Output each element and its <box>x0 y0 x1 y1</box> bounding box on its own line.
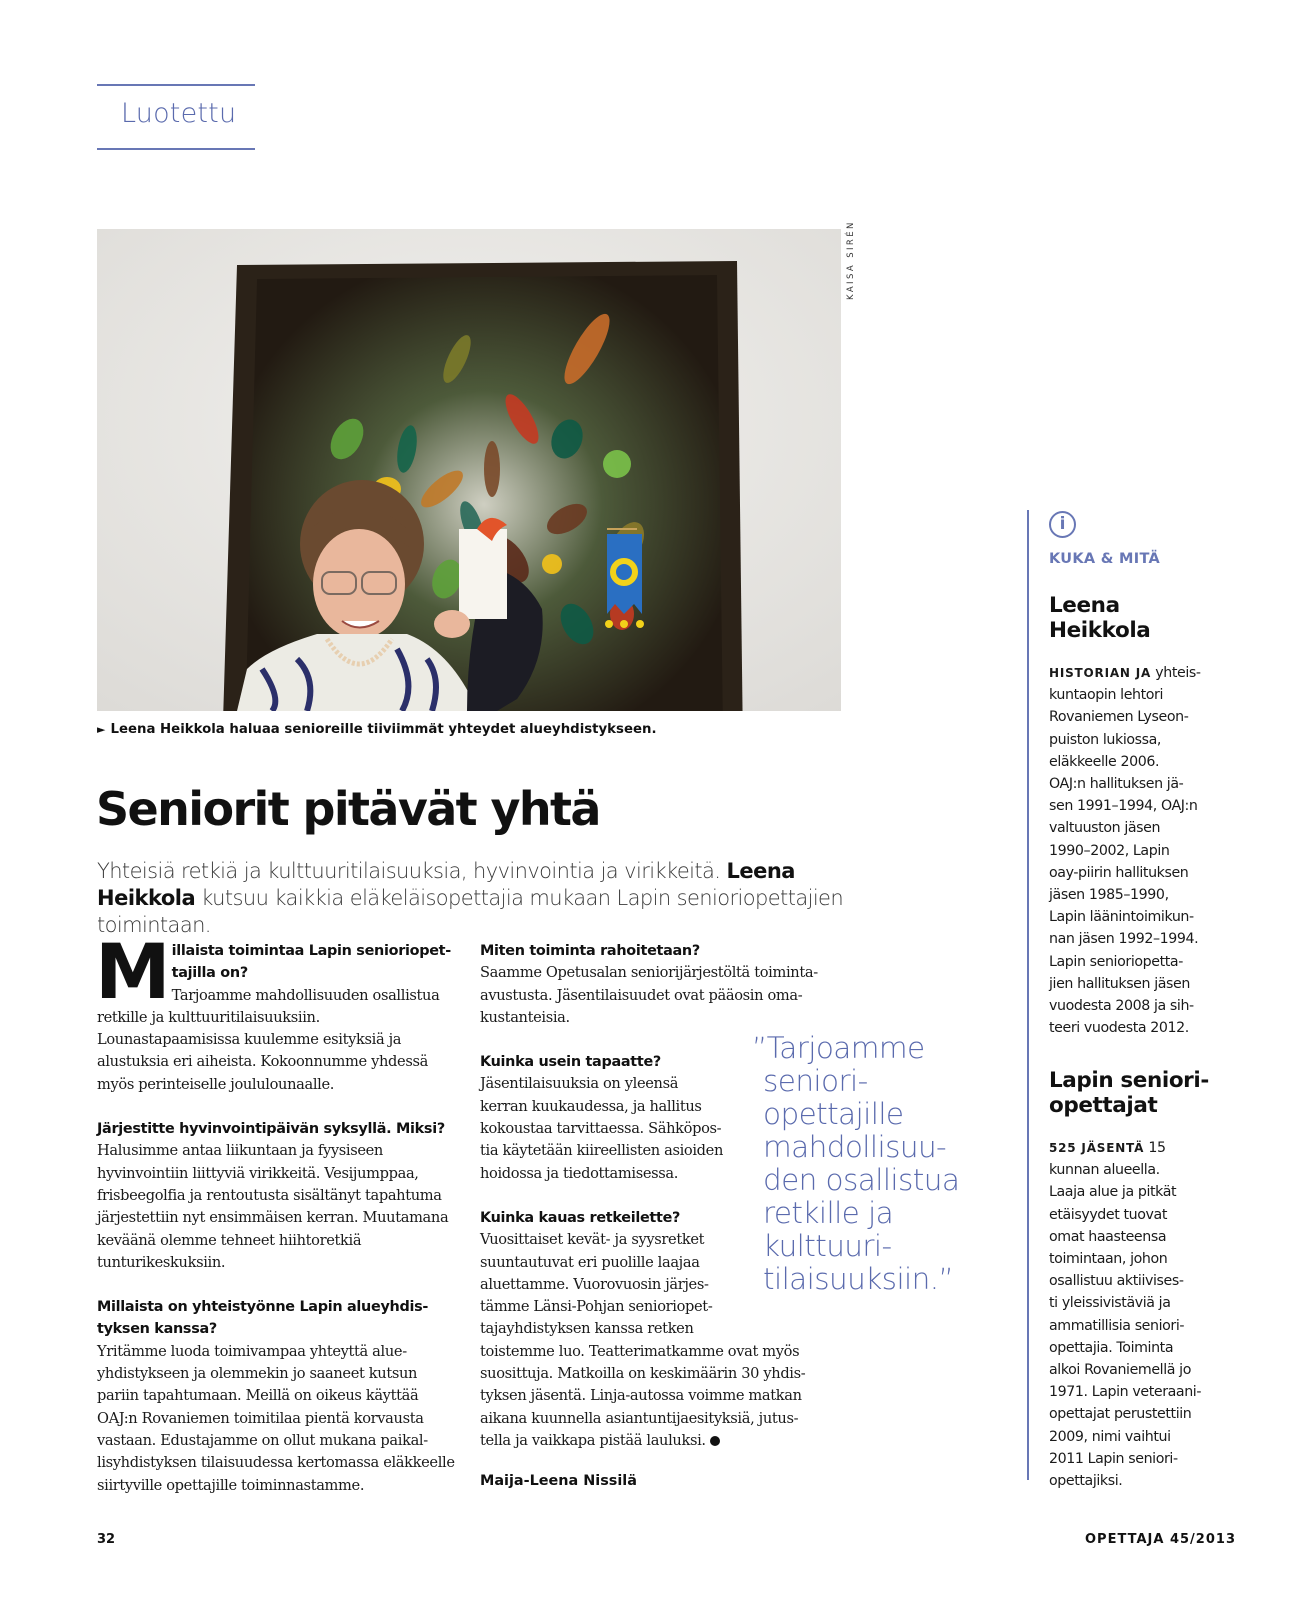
org-lead-caps: 525 JÄSENTÄ <box>1049 1141 1145 1155</box>
org-line: opettajia. Toiminta <box>1049 1339 1174 1356</box>
answer-3: Yritämme luoda toimivampaa yhteyttä alueyhdistykseen ja olemmekin jo saaneet kutsun pariin tapahtumaan. Meillä on oikeus käyttää OAJ:n Rovaniemen toimitilaa pientä korvausta vastaan. Edustajamme on ollut mukana paikallisyhdistyksen tilaisuudessa kertomassa eläkkeelle siirtyville opettajille toiminnastamme. <box>97 1342 455 1494</box>
lead-paragraph <box>97 858 877 939</box>
section-label: Luotettu <box>121 98 237 129</box>
publication-issue: OPETTAJA 45/2013 <box>1085 1532 1236 1547</box>
photo-credit <box>846 220 860 303</box>
bio-line: Rovaniemen Lyseon- <box>1049 709 1189 726</box>
sidebar-label: KUKA & MITÄ <box>1049 551 1161 567</box>
info-icon: i <box>1049 511 1076 538</box>
sidebar-org-title <box>1049 1068 1209 1118</box>
photo-caption <box>97 722 657 737</box>
bio-line: Lapin senioriopetta- <box>1049 953 1183 970</box>
answer-line: tyksen jäsentä. Linja-autossa voimme matkan <box>480 1387 802 1405</box>
bio-line: valtuuston jäsen <box>1049 820 1161 837</box>
bio-line: Lapin läänintoimikun- <box>1049 909 1194 926</box>
answer-line: suosittuja. Matkoilla on keskimäärin 30 yhdis- <box>480 1365 806 1383</box>
bio-line: teeri vuodesta 2012. <box>1049 1020 1189 1037</box>
end-mark-icon <box>710 1436 720 1446</box>
question-5: Kuinka usein tapaatte? <box>480 1054 661 1071</box>
bio-line: eläkkeelle 2006. <box>1049 753 1160 770</box>
pull-quote-line: mahdollisuu- <box>763 1130 947 1164</box>
org-line: 15 <box>1148 1140 1166 1156</box>
pull-quote-line: ”Tarjoamme <box>752 1031 925 1065</box>
title-line: Heikkola <box>1049 618 1151 643</box>
question-1: illaista toimintaa Lapin senioriopettajilla on? <box>171 943 452 982</box>
answer-line: aikana kuunnella asiantuntijaesityksiä, jutus- <box>480 1409 799 1427</box>
answer-line: Vuosittaiset kevät- ja syysretket <box>480 1231 705 1249</box>
pull-quote-line: den osallistua <box>763 1163 960 1197</box>
bio-line: sen 1991–1994, OAJ:n <box>1049 798 1198 815</box>
answer-line: suuntautuvat eri puolille laajaa <box>480 1253 700 1271</box>
pull-quote-line: opettajille <box>763 1097 904 1131</box>
pull-quote-line: seniori- <box>763 1064 868 1098</box>
pull-quote-line: retkille ja <box>763 1196 894 1230</box>
bio-line: vuodesta 2008 ja sih- <box>1049 998 1194 1015</box>
sidebar-person-title <box>1049 593 1150 643</box>
answer-line: tajayhdistyksen kanssa retken <box>480 1320 694 1338</box>
answer-line-last <box>480 1430 842 1452</box>
sidebar-person-bio <box>1049 662 1224 1039</box>
bio-line: nan jäsen 1992–1994. <box>1049 931 1199 948</box>
photo-portrait-icon <box>97 229 841 711</box>
title-line: Lapin seniori- <box>1049 1068 1209 1093</box>
org-line: opettajiksi. <box>1049 1473 1123 1490</box>
lead-text-rest: kutsuu kaikkia eläkeläisopettajia mukaan Lapin senioriopettajien toimintaan. <box>97 886 844 937</box>
org-line: omat haasteensa <box>1049 1228 1167 1245</box>
section-rule-bottom <box>97 148 255 150</box>
bio-lead-caps: HISTORIAN JA <box>1049 666 1152 680</box>
org-line: 1971. Lapin veteraani- <box>1049 1384 1202 1401</box>
title-line: Leena <box>1049 593 1120 618</box>
org-line: toimintaan, johon <box>1049 1251 1168 1268</box>
bio-line: oay-piirin hallituksen <box>1049 864 1189 881</box>
answer-line: tämme Länsi-Pohjan senioriopet- <box>480 1298 713 1316</box>
byline: Maija-Leena Nissilä <box>480 1473 637 1489</box>
sidebar-rule <box>1027 510 1029 1480</box>
question-2: Järjestitte hyvinvointipäivän syksyllä. Miksi? <box>97 1121 445 1138</box>
answer-line: tia käytetään kiireellisten asioiden <box>480 1142 724 1160</box>
photo-credit-text: KAISA SIRÉN <box>846 220 856 300</box>
answer-1: Tarjoamme mahdollisuuden osallistua retkille ja kulttuuritilaisuuksiin. Lounastapaamisissa kuulemme esityksiä ja alustuksia eri aiheista. Kokoonnumme yhdessä myös perinteiselle joululounaalle. <box>97 986 440 1093</box>
answer-2: Halusimme antaa liikuntaan ja fyysiseen hyvinvointiin liittyviä virikkeitä. Vesijumppaa, frisbeegolfia ja rentoutusta sisältänyt tapahtuma järjestettiin nyt ensimmäisen kerran. Muutamana keväänä olemme tehneet hiihtoretkiä tunturikeskuksiin. <box>97 1142 449 1271</box>
answer-4: Saamme Opetusalan seniorijärjestöltä toimintaavustusta. Jäsentilaisuudet ovat pääosin omakustanteisia. <box>480 964 819 1026</box>
question-6: Kuinka kauas retkeilette? <box>480 1209 681 1226</box>
bio-line: jien hallituksen jäsen <box>1049 975 1190 992</box>
org-line: ti yleissivistäviä ja <box>1049 1295 1171 1312</box>
bio-line: yhteis- <box>1155 665 1201 681</box>
org-line: Laaja alue ja pitkät <box>1049 1184 1177 1201</box>
section-rule-top <box>97 84 255 86</box>
org-line: 2009, nimi vaihtui <box>1049 1428 1171 1445</box>
drop-cap: M <box>95 927 168 1016</box>
bio-line: kuntaopin lehtori <box>1049 687 1164 704</box>
title-line: opettajat <box>1049 1093 1158 1118</box>
headline: Seniorit pitävät yhtä <box>96 782 600 836</box>
pull-quote-line: kulttuuri- <box>763 1229 892 1263</box>
org-line: 2011 Lapin seniori- <box>1049 1450 1178 1467</box>
answer-line: kerran kuukaudessa, ja hallitus <box>480 1097 702 1115</box>
pull-quote-line: tilaisuuksiin.” <box>763 1262 954 1296</box>
lead-text: Yhteisiä retkiä ja kulttuuritilaisuuksia, hyvinvointia ja virikkeitä. <box>97 859 721 883</box>
answer-line: tella ja vaikkapa pistää lauluksi. <box>480 1431 706 1449</box>
page-number: 32 <box>97 1532 116 1547</box>
caption-text: Leena Heikkola haluaa senioreille tiiviimmät yhteydet alueyhdistykseen. <box>110 722 657 737</box>
org-line: opettajat perustettiin <box>1049 1406 1192 1423</box>
answer-line: hoidossa ja tiedottamisessa. <box>480 1164 679 1182</box>
org-line: ammatillisia seniori- <box>1049 1317 1185 1334</box>
bio-line: puiston lukiossa, <box>1049 731 1162 748</box>
org-line: etäisyydet tuovat <box>1049 1206 1168 1223</box>
org-line: kunnan alueella. <box>1049 1162 1160 1179</box>
answer-line: aluettamme. Vuorovuosin järjes- <box>480 1275 709 1293</box>
bio-line: jäsen 1985–1990, <box>1049 887 1169 904</box>
bio-line: OAJ:n hallituksen jä- <box>1049 776 1184 793</box>
org-line: osallistuu aktiivises- <box>1049 1273 1184 1290</box>
article-photo <box>97 229 841 711</box>
body-column-1 <box>95 927 459 1497</box>
sidebar-org-text <box>1049 1137 1224 1492</box>
bio-line: 1990–2002, Lapin <box>1049 842 1170 859</box>
lead-person-name: Leena Heikkola <box>97 859 795 910</box>
pull-quote <box>752 1032 962 1296</box>
caption-arrow-icon: ► <box>97 723 106 736</box>
question-3: Millaista on yhteistyönne Lapin alueyhdistyksen kanssa? <box>97 1299 429 1338</box>
answer-line: toistemme luo. Teatterimatkamme ovat myös <box>480 1342 800 1360</box>
org-line: alkoi Rovaniemellä jo <box>1049 1362 1191 1379</box>
answer-line: kokoustaa tarvittaessa. Sähköpos- <box>480 1120 722 1138</box>
question-4: Miten toiminta rahoitetaan? <box>480 943 700 959</box>
answer-line: Jäsentilaisuuksia on yleensä <box>480 1075 679 1093</box>
